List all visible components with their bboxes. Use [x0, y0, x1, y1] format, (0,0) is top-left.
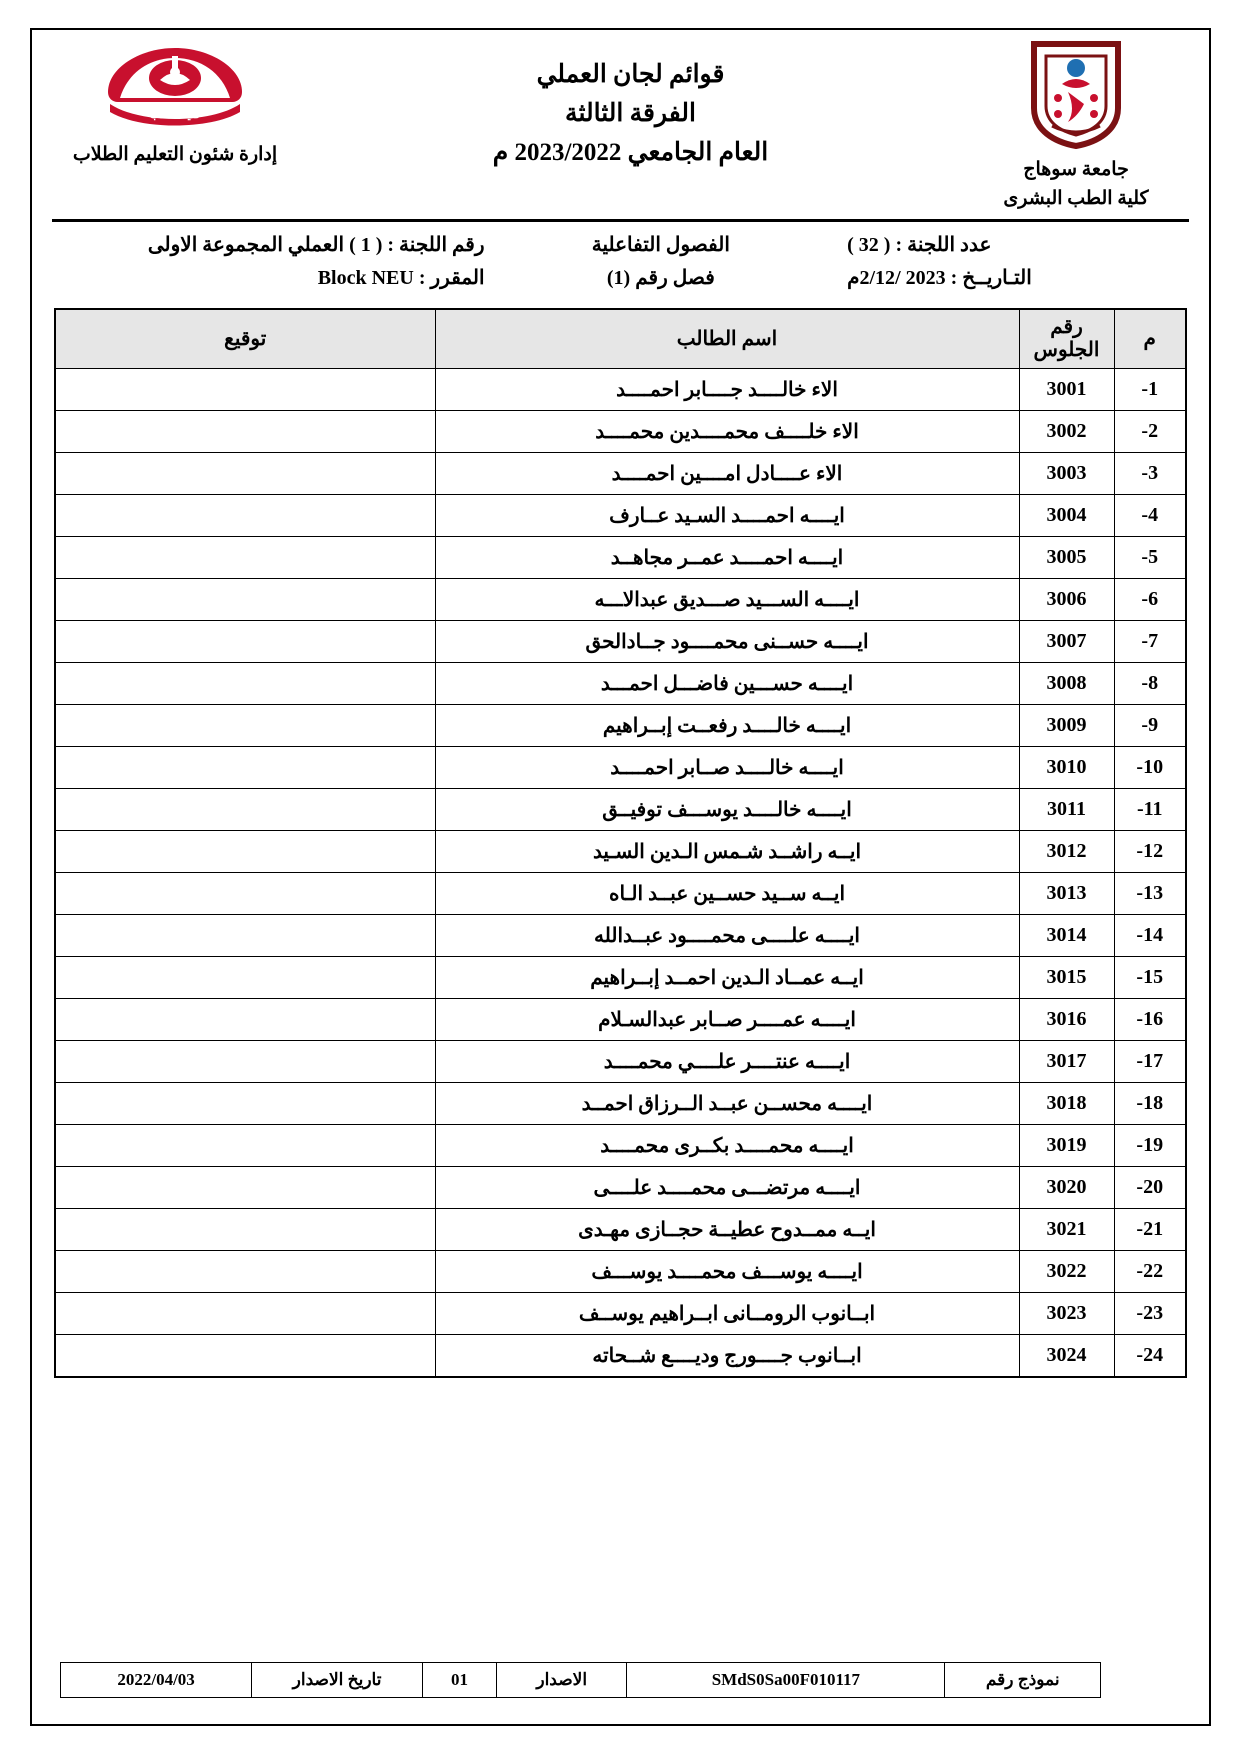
cell-seat-number: 3023	[1019, 1293, 1114, 1335]
col-header-signature: توقيع	[55, 309, 435, 369]
cell-index: 2-	[1114, 411, 1186, 453]
cell-seat-number: 3022	[1019, 1251, 1114, 1293]
cell-index: 9-	[1114, 705, 1186, 747]
cell-index: 12-	[1114, 831, 1186, 873]
cell-student-name: ابــانوب جــــورج وديــــع شــحاته	[435, 1335, 1019, 1378]
form-no-value: SMdS0Sa00F010117	[627, 1663, 945, 1698]
cell-student-name: ايــــه مرتضـــى محمــــد علــــى	[435, 1167, 1019, 1209]
cell-student-name: ايــــه محســن عبــد الــرزاق احمــد	[435, 1083, 1019, 1125]
cell-index: 24-	[1114, 1335, 1186, 1378]
cell-index: 11-	[1114, 789, 1186, 831]
footer-table	[60, 1662, 1101, 1698]
col-header-name: اسم الطالب	[435, 309, 1019, 369]
hall-type: الفصول التفاعلية	[591, 234, 730, 256]
cell-seat-number: 3001	[1019, 369, 1114, 411]
cell-index: 4-	[1114, 495, 1186, 537]
cell-student-name: ايــــه محمــــد بكــرى محمــــد	[435, 1125, 1019, 1167]
faculty-name: كلية الطب البشرى	[1003, 187, 1149, 209]
cell-seat-number: 3012	[1019, 831, 1114, 873]
room-number: فصل رقم (1)	[606, 267, 715, 289]
cell-seat-number: 3016	[1019, 999, 1114, 1041]
footer-row	[61, 1663, 1101, 1698]
footer-section	[60, 1662, 1181, 1698]
cell-index: 10-	[1114, 747, 1186, 789]
cell-index: 15-	[1114, 957, 1186, 999]
cell-student-name: ايــــه احمــــد عمــر مجاهــد	[435, 537, 1019, 579]
cell-index: 7-	[1114, 621, 1186, 663]
cell-student-name: ايــه راشــد شـمس الـدين السـيد	[435, 831, 1019, 873]
course-name: المقرر : Block NEU	[317, 267, 485, 289]
svg-text:كلية الطب: كلية الطب	[149, 107, 201, 121]
cell-seat-number: 3013	[1019, 873, 1114, 915]
col-header-index: م	[1114, 309, 1186, 369]
cell-student-name: الاء خلــــف محمــــدين محمــــد	[435, 411, 1019, 453]
cell-student-name: ايــــه علــــى محمــــود عبــدالله	[435, 915, 1019, 957]
university-name: جامعة سوهاج	[1023, 159, 1129, 180]
col-header-seat: رقم الجلوس	[1019, 309, 1114, 369]
cell-seat-number: 3008	[1019, 663, 1114, 705]
committee-count: عدد اللجنة : ( 32 )	[847, 234, 992, 256]
committee-number: رقم اللجنة : ( 1 ) العملي المجموعة الاولى	[147, 234, 485, 256]
cell-seat-number: 3014	[1019, 915, 1114, 957]
cell-seat-number: 3020	[1019, 1167, 1114, 1209]
page-border	[30, 28, 1211, 1726]
cell-seat-number: 3019	[1019, 1125, 1114, 1167]
cell-seat-number: 3011	[1019, 789, 1114, 831]
cell-student-name: ايــه ســيد حســين عبــد الـاه	[435, 873, 1019, 915]
doc-title-line3: العام الجامعي 2023/2022 م	[492, 138, 769, 166]
cell-student-name: ايــــه احمــــد السـيد عــارف	[435, 495, 1019, 537]
cell-index: 18-	[1114, 1083, 1186, 1125]
cell-student-name: الاء عــــادل امــــين احمــــد	[435, 453, 1019, 495]
cell-index: 14-	[1114, 915, 1186, 957]
cell-index: 19-	[1114, 1125, 1186, 1167]
cell-student-name: ايــــه حســـين فاضـــل احمـــد	[435, 663, 1019, 705]
cell-student-name: الاء خالــــد جــــابر احمــــد	[435, 369, 1019, 411]
cell-seat-number: 3009	[1019, 705, 1114, 747]
cell-student-name: ايــه ممــدوح عطيــة حجــازى مهـدى	[435, 1209, 1019, 1251]
cell-seat-number: 3017	[1019, 1041, 1114, 1083]
cell-student-name: ايــــه عمــــر صــابر عبدالسـلام	[435, 999, 1019, 1041]
cell-student-name: ايــــه خالــــد يوســـف توفيــق	[435, 789, 1019, 831]
cell-student-name: ايــــه خالــــد رفعــت إبــراهيم	[435, 705, 1019, 747]
cell-index: 16-	[1114, 999, 1186, 1041]
cell-index: 13-	[1114, 873, 1186, 915]
doc-title-line1: قوائم لجان العملي	[536, 61, 725, 88]
edition-date-value: 2022/04/03	[61, 1663, 252, 1698]
cell-seat-number: 3024	[1019, 1335, 1114, 1378]
cell-seat-number: 3002	[1019, 411, 1114, 453]
cell-student-name: ايــــه خالــــد صــابر احمــــد	[435, 747, 1019, 789]
cell-seat-number: 3021	[1019, 1209, 1114, 1251]
cell-student-name: ابــانوب الرومــانى ابــراهيم يوســف	[435, 1293, 1019, 1335]
cell-index: 1-	[1114, 369, 1186, 411]
cell-student-name: ايــــه عنتــــر علــــي محمــــد	[435, 1041, 1019, 1083]
cell-index: 5-	[1114, 537, 1186, 579]
cell-seat-number: 3006	[1019, 579, 1114, 621]
edition-date-label: تاريخ الاصدار	[252, 1663, 423, 1698]
cell-seat-number: 3007	[1019, 621, 1114, 663]
cell-seat-number: 3018	[1019, 1083, 1114, 1125]
cell-seat-number: 3015	[1019, 957, 1114, 999]
cell-seat-number: 3004	[1019, 495, 1114, 537]
cell-index: 20-	[1114, 1167, 1186, 1209]
edition-label: الاصدار	[497, 1663, 627, 1698]
cell-seat-number: 3010	[1019, 747, 1114, 789]
cell-seat-number: 3003	[1019, 453, 1114, 495]
doc-title-line2: الفرقة الثالثة	[565, 99, 696, 127]
cell-student-name: ايــــه يوســـف محمــــد يوســـف	[435, 1251, 1019, 1293]
cell-index: 8-	[1114, 663, 1186, 705]
cell-index: 23-	[1114, 1293, 1186, 1335]
cell-seat-number: 3005	[1019, 537, 1114, 579]
cell-index: 21-	[1114, 1209, 1186, 1251]
university-shield-icon	[1028, 38, 1124, 150]
cell-student-name: ايــــه الســـيد صـــديق عبدالاـــه	[435, 579, 1019, 621]
exam-date: التـاريــخ : 2023 /2/12م	[847, 267, 1032, 289]
cell-index: 17-	[1114, 1041, 1186, 1083]
cell-student-name: ايــــه حســنى محمــــود جــادالحق	[435, 621, 1019, 663]
edition-value: 01	[422, 1663, 496, 1698]
admin-caption: إدارة شئون التعليم الطلاب	[72, 144, 278, 165]
cell-student-name: ايــه عمــاد الـدين احمــد إبــراهيم	[435, 957, 1019, 999]
cell-index: 6-	[1114, 579, 1186, 621]
cell-index: 3-	[1114, 453, 1186, 495]
faculty-logo-icon	[100, 38, 250, 133]
cell-index: 22-	[1114, 1251, 1186, 1293]
form-no-label: نموذج رقم	[945, 1663, 1101, 1698]
